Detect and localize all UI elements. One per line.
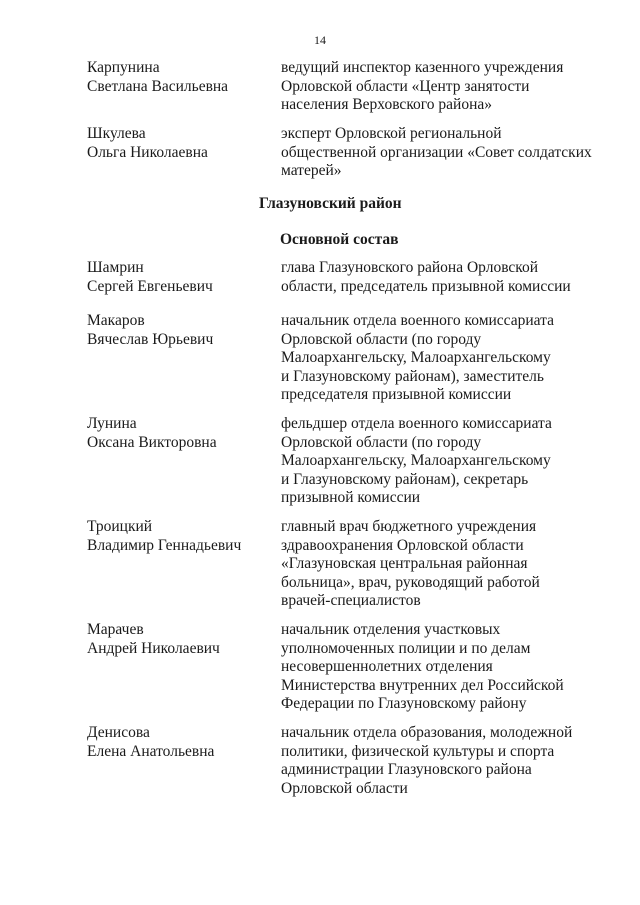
member-given-names: Андрей Николаевич: [87, 639, 220, 657]
member-position: [281, 59, 611, 115]
member-position: [281, 621, 611, 714]
member-name: [87, 724, 272, 761]
member-name: [87, 59, 272, 96]
position-line: врачей-специалистов: [281, 592, 421, 610]
member-surname: Шкулева: [87, 125, 146, 142]
position-line: общественной организации «Совет солдатских: [281, 143, 592, 161]
position-line: и Глазуновскому районам), секретарь: [281, 470, 529, 488]
position-line: ведущий инспектор казенного учреждения: [281, 59, 564, 76]
position-line: несовершеннолетних отделения: [281, 658, 493, 676]
position-line: Орловской области: [281, 779, 408, 797]
district-heading: Глазуновский район: [259, 195, 402, 212]
member-given-names: Елена Анатольевна: [87, 742, 215, 760]
member-surname: Троицкий: [87, 518, 153, 535]
position-line: населения Верховского района»: [281, 96, 493, 114]
member-given-names: Оксана Викторовна: [87, 433, 217, 451]
member-position: [281, 415, 611, 508]
position-line: глава Глазуновского района Орловской: [281, 259, 539, 276]
member-given-names: Владимир Геннадьевич: [87, 536, 242, 554]
position-line: председателя призывной комиссии: [281, 386, 512, 404]
member-surname: Макаров: [87, 312, 145, 329]
member-surname: Марачев: [87, 621, 144, 638]
member-given-names: Сергей Евгеньевич: [87, 277, 213, 295]
member-name: [87, 312, 272, 349]
position-line: эксперт Орловской региональной: [281, 125, 502, 142]
position-line: начальник отделения участковых: [281, 621, 501, 638]
position-line: призывной комиссии: [281, 489, 421, 507]
position-line: матерей»: [281, 162, 342, 180]
position-line: политики, физической культуры и спорта: [281, 742, 555, 760]
position-line: области, председатель призывной комиссии: [281, 277, 571, 295]
member-name: [87, 621, 272, 658]
position-line: и Глазуновскому районам), заместитель: [281, 367, 544, 385]
member-given-names: Вячеслав Юрьевич: [87, 330, 214, 348]
member-position: [281, 518, 611, 611]
member-surname: Лунина: [87, 415, 137, 432]
position-line: фельдшер отдела военного комиссариата: [281, 415, 552, 432]
position-line: начальник отдела военного комиссариата: [281, 312, 554, 329]
position-line: Министерства внутренних дел Российской: [281, 676, 564, 694]
position-line: Федерации по Глазуновскому району: [281, 695, 527, 713]
position-line: Малоархангельску, Малоархангельскому: [281, 452, 551, 470]
member-name: [87, 125, 272, 162]
position-line: Малоархангельску, Малоархангельскому: [281, 349, 551, 367]
position-line: начальник отдела образования, молодежной: [281, 724, 573, 741]
member-surname: Шамрин: [87, 259, 144, 276]
composition-heading: Основной состав: [280, 231, 399, 248]
member-name: [87, 518, 272, 555]
member-name: [87, 259, 272, 296]
position-line: «Глазуновская центральная районная: [281, 555, 528, 573]
position-line: здравоохранения Орловской области: [281, 536, 524, 554]
member-position: [281, 259, 611, 296]
position-line: главный врач бюджетного учреждения: [281, 518, 537, 535]
position-line: Орловской области (по городу: [281, 330, 482, 348]
member-position: [281, 724, 611, 798]
position-line: Орловской области (по городу: [281, 433, 482, 451]
member-given-names: Светлана Васильевна: [87, 77, 229, 95]
position-line: уполномоченных полиции и по делам: [281, 639, 531, 657]
position-line: больница», врач, руководящий работой: [281, 573, 540, 591]
member-given-names: Ольга Николаевна: [87, 143, 208, 161]
member-surname: Денисова: [87, 724, 150, 741]
position-line: администрации Глазуновского района: [281, 761, 532, 779]
member-surname: Карпунина: [87, 59, 160, 76]
member-position: [281, 312, 611, 405]
page-number: 14: [314, 33, 326, 47]
position-line: Орловской области «Центр занятости: [281, 77, 530, 95]
member-name: [87, 415, 272, 452]
member-position: [281, 125, 611, 181]
